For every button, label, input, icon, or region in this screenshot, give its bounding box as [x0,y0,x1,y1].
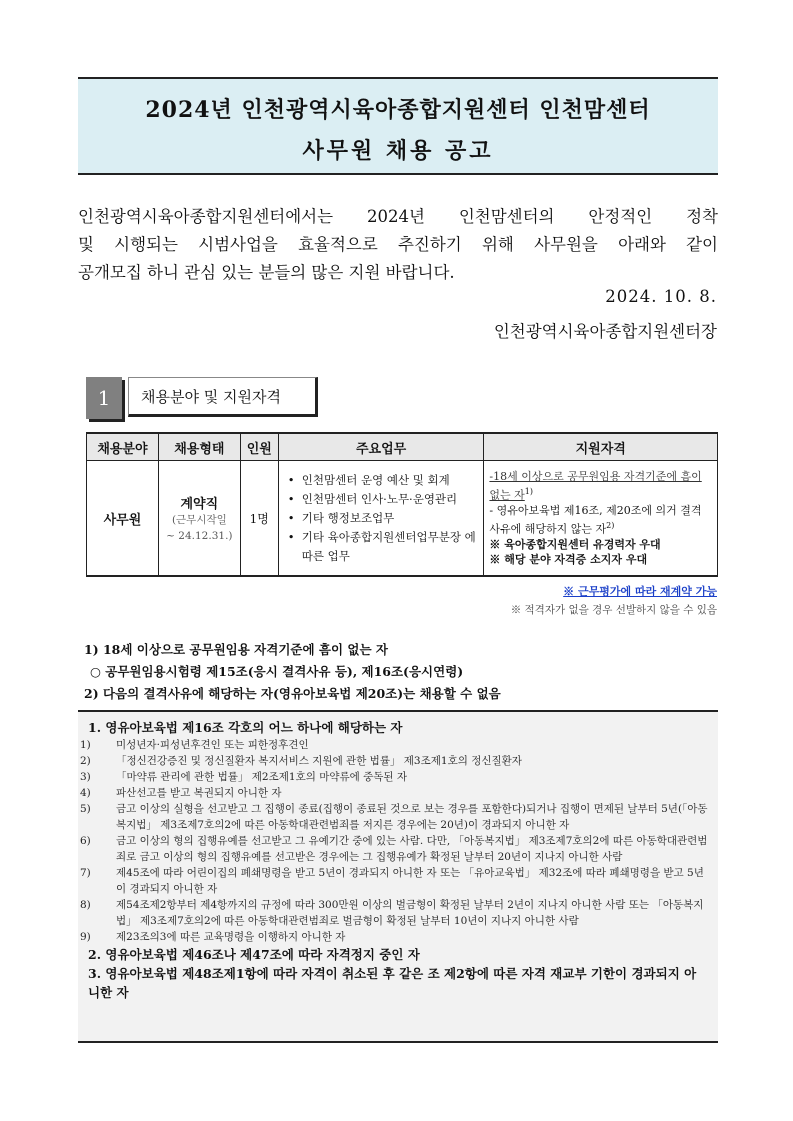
box-item: 8) 제54조제2항부터 제4항까지의 규정에 따라 300만원 이상의 벌금형이 확정된 날부터 2년이 지나지 아니한 사람 또는 「아동복지법」 제3조제7호의2에 따른 아동학대관련범죄로 벌금형이 확정된 날부터 10년이 지나지 아니한 사람 [80,899,704,927]
duty-item: • 인천맘센터 운영 예산 및 회계 [302,471,483,490]
title-box [78,77,718,175]
qual-line3: ※ 육아종합지원센터 유경력자 우대 [489,537,661,551]
qual-line4: ※ 해당 분야 자격증 소지자 우대 [489,552,648,566]
box-heading-1: 1. 영유아보육법 제16조 각호의 어느 하나에 해당하는 자 [88,720,403,735]
footnote-2: 2) 다음의 결격사유에 해당하는 자(영유아보육법 제20조)는 채용할 수 없음 [84,686,501,701]
signer: 인천광역시육아종합지원센터장 [493,322,717,341]
qual-line2: - 영유아보육법 제16조, 제20조에 의거 결격사유에 해당하지 않는 자$^{2)}$ [489,504,702,536]
duty-item: • 기타 육아종합지원센터업무분장 에 따른 업무 [302,528,483,566]
box-item: 1) 미성년자·피성년후견인 또는 피한정후견인 [80,739,309,751]
box-items [80,737,708,945]
intro-line1: 인천광역시육아종합지원센터에서는 2024년 인천맘센터의 안정적인 정착 [78,207,718,226]
header-count: 인원 [240,433,278,461]
box-item: 4) 파산선고를 받고 복권되지 아니한 자 [80,787,282,799]
disqualification-box [78,710,718,1043]
section-1-heading [86,377,318,419]
section-number: 1 [86,377,122,419]
box-item: 2) 「정신건강증진 및 정신질환자 복지서비스 지원에 관한 법률」 제3조제1호의 정신질환자 [80,755,522,767]
header-qualification: 지원자격 [484,433,718,461]
footnote-1: 1) 18세 이상으로 공무원임용 자격기준에 흠이 없는 자 [84,642,388,657]
title-line2: 사무원 채용 공고 [302,138,494,164]
intro-paragraph [78,203,718,287]
intro-line3: 공개모집 하니 관심 있는 분들의 많은 지원 바랍니다. [78,263,455,282]
duty-item: • 인천맘센터 인사·노무·운영관리 [302,490,483,509]
duties-cell [278,461,484,577]
recruitment-table [86,432,718,577]
intro-line2: 및 시행되는 시범사업을 효율적으로 추진하기 위해 사무원을 아래와 같이 [78,235,718,254]
type-note2: ~ 24.12.31.) [166,529,233,542]
qualification-cell [484,461,718,577]
header-type: 채용형태 [158,433,240,461]
box-heading-2: 2. 영유아보육법 제46조나 제47조에 따라 자격정지 중인 자 [88,947,420,962]
title-line1: 2024년 인천광역시육아종합지원센터 인천맘센터 [145,97,651,123]
duty-item: • 기타 행정보조업무 [302,509,483,528]
type-cell [158,461,240,577]
box-item: 6) 금고 이상의 형의 집행유예를 선고받고 그 유예기간 중에 있는 사람. 다만, 「아동복지법」 제3조제7호의2에 따른 아동학대관련범죄로 금고 이상의 형의 집행유예를 선고받은 경우에는 그 집행유예가 확정된 날부터 20년이 지나지 아니한 사람 [80,835,708,863]
box-item: 7) 제45조에 따라 어린이집의 폐쇄명령을 받고 5년이 경과되지 아니한 자 또는 「유아교육법」 제32조에 따라 폐쇄명령을 받고 5년이 경과되지 아니한 자 [80,867,704,895]
box-item: 9) 제23조의3에 따른 교육명령을 이행하지 아니한 자 [80,931,346,943]
qual-line1: -18세 이상으로 공무원임용 자격기준에 흠이 없는 자$^{1)}$ [489,470,702,502]
footnote-1b: ○ 공무원임용시험령 제15조(응시 결격사유 등), 제16조(응시연령) [90,664,464,679]
box-item: 3) 「마약류 관리에 관한 법률」 제2조제1호의 마약류에 중독된 자 [80,771,408,783]
count-cell: 1명 [240,461,278,577]
box-heading-3: 3. 영유아보육법 제48조제1항에 따라 자격이 취소된 후 같은 조 제2항에 따른 자격 재교부 기한이 경과되지 아니한 자 [88,966,697,1000]
announcement-date: 2024. 10. 8. [605,287,717,306]
type-note1: (근무시작일 [171,513,227,526]
field-cell: 사무원 [87,461,159,577]
renewal-note: ※ 근무평가에 따라 재계약 가능 [563,585,717,598]
no-selection-note: ※ 적격자가 없을 경우 선발하지 않을 수 있음 [510,604,717,616]
header-duties: 주요업무 [278,433,484,461]
type-value: 계약직 [180,496,219,512]
box-item: 5) 금고 이상의 실형을 선고받고 그 집행이 종료(집행이 종료된 것으로 보는 경우를 포함한다)되거나 집행이 면제된 날부터 5년(「아동복지법」 제3조제7호의2에 따른 아동학대관련범죄를 저지른 경우에는 20년)이 경과되지 아니한 자 [80,803,708,831]
header-field: 채용분야 [87,433,159,461]
section-label: 채용분야 및 지원자격 [128,377,318,417]
